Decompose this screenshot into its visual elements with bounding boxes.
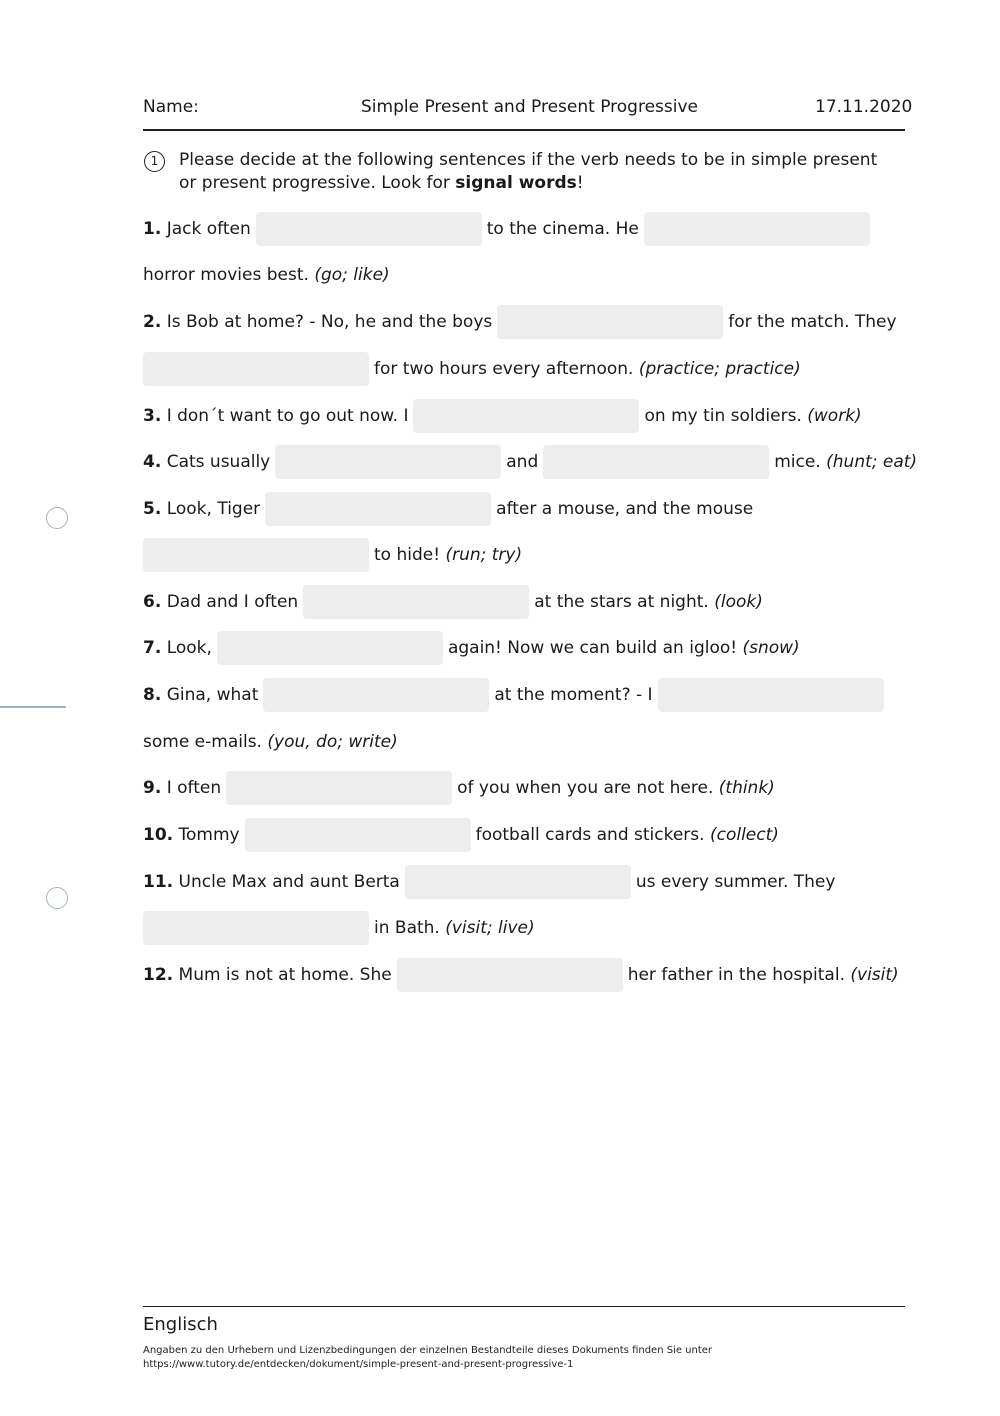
item-text: mice. xyxy=(774,452,821,472)
item-text: for two hours every afternoon. xyxy=(374,359,634,379)
answer-gap-2a[interactable] xyxy=(497,305,723,339)
answer-gap-8a[interactable] xyxy=(263,678,489,712)
item-number: 3. xyxy=(143,406,162,426)
exercise-3 xyxy=(143,398,862,434)
item-text: Jack often xyxy=(161,219,251,239)
exercise-2-cont xyxy=(143,351,801,387)
exercise-12 xyxy=(143,957,899,993)
credits-link[interactable]: https://www.tutory.de/entdecken/dokument/simple-present-and-present-progressive-1 xyxy=(143,1359,574,1370)
header-divider xyxy=(143,129,905,131)
footer-divider xyxy=(143,1306,905,1307)
item-text: after a mouse, and the mouse xyxy=(496,499,754,519)
exercise-4 xyxy=(143,444,917,480)
subject-label: Englisch xyxy=(143,1314,218,1335)
item-number: 6. xyxy=(143,592,162,612)
item-text: football cards and stickers. xyxy=(475,825,705,845)
exercise-8-cont xyxy=(143,724,398,760)
item-text: I often xyxy=(161,778,222,798)
credits-line-1: Angaben zu den Urhebern und Lizenzbedingungen der einzelnen Bestandteile dieses Dokuments finden Sie unter xyxy=(143,1345,713,1356)
item-number: 4. xyxy=(143,452,162,472)
verb-hint: (look) xyxy=(714,592,763,612)
item-number: 8. xyxy=(143,685,162,705)
item-number: 5. xyxy=(143,499,162,519)
item-text: Look, Tiger xyxy=(161,499,261,519)
answer-gap-4b[interactable] xyxy=(543,445,769,479)
answer-gap-5a[interactable] xyxy=(265,492,491,526)
item-text: Gina, what xyxy=(161,685,259,705)
verb-hint: (visit; live) xyxy=(445,918,535,938)
item-text: and xyxy=(506,452,539,472)
item-text: Tommy xyxy=(173,825,240,845)
item-text: Look, xyxy=(161,638,212,658)
item-text: for the match. They xyxy=(728,312,897,332)
item-number: 12. xyxy=(143,965,174,985)
exercise-11 xyxy=(143,864,835,900)
item-text: her father in the hospital. xyxy=(627,965,845,985)
answer-gap-1b[interactable] xyxy=(644,212,870,246)
exercise-7 xyxy=(143,630,800,666)
answer-gap-4a[interactable] xyxy=(275,445,501,479)
answer-gap-8b[interactable] xyxy=(658,678,884,712)
item-number: 1. xyxy=(143,219,162,239)
name-label: Name: xyxy=(143,97,199,117)
instruction-bold: signal words xyxy=(455,173,577,193)
item-text: at the stars at night. xyxy=(534,592,709,612)
item-text: horror movies best. xyxy=(143,265,309,285)
verb-hint: (you, do; write) xyxy=(267,732,398,752)
verb-hint: (go; like) xyxy=(314,265,390,285)
answer-gap-6[interactable] xyxy=(303,585,529,619)
answer-gap-5b[interactable] xyxy=(143,538,369,572)
exercise-5-cont xyxy=(143,537,522,573)
exercise-6 xyxy=(143,584,763,620)
item-text: us every summer. They xyxy=(635,872,836,892)
verb-hint: (hunt; eat) xyxy=(826,452,918,472)
answer-gap-12[interactable] xyxy=(397,958,623,992)
instruction-text: Please decide at the following sentences if the verb needs to be in simple present or present progressive. Look for xyxy=(179,150,878,193)
answer-gap-9[interactable] xyxy=(226,771,452,805)
exercise-2 xyxy=(143,304,897,340)
item-text: Is Bob at home? - No, he and the boys xyxy=(161,312,493,332)
item-text: Uncle Max and aunt Berta xyxy=(173,872,400,892)
exercise-1 xyxy=(143,211,875,247)
item-text: I don´t want to go out now. I xyxy=(161,406,409,426)
item-number: 9. xyxy=(143,778,162,798)
verb-hint: (collect) xyxy=(709,825,779,845)
answer-gap-2b[interactable] xyxy=(143,352,369,386)
answer-gap-11b[interactable] xyxy=(143,911,369,945)
instruction-end: ! xyxy=(576,173,584,193)
exercise-8 xyxy=(143,677,889,713)
verb-hint: (visit) xyxy=(850,965,899,985)
verb-hint: (think) xyxy=(718,778,775,798)
verb-hint: (run; try) xyxy=(445,545,523,565)
item-text: again! Now we can build an igloo! xyxy=(447,638,738,658)
worksheet-title: Simple Present and Present Progressive xyxy=(361,97,699,117)
item-text: on my tin soldiers. xyxy=(644,406,802,426)
item-text: to the cinema. He xyxy=(486,219,639,239)
item-number: 10. xyxy=(143,825,174,845)
exercise-1-cont xyxy=(143,257,390,293)
item-text: Dad and I often xyxy=(161,592,299,612)
exercise-10 xyxy=(143,817,779,853)
answer-gap-11a[interactable] xyxy=(405,865,631,899)
task-number-badge: 1 xyxy=(144,151,165,172)
answer-gap-1a[interactable] xyxy=(256,212,482,246)
credits-text xyxy=(143,1344,712,1372)
verb-hint: (snow) xyxy=(742,638,800,658)
punch-hole-bottom-icon xyxy=(46,887,68,909)
item-text: Cats usually xyxy=(161,452,271,472)
item-text: Mum is not at home. She xyxy=(173,965,392,985)
fold-mark xyxy=(0,706,66,708)
answer-gap-10[interactable] xyxy=(245,818,471,852)
task-instruction xyxy=(179,149,899,195)
worksheet-date: 17.11.2020 xyxy=(815,97,913,117)
punch-hole-top-icon xyxy=(46,507,68,529)
exercise-11-cont xyxy=(143,910,535,946)
item-text: to hide! xyxy=(374,545,441,565)
item-number: 11. xyxy=(143,872,174,892)
answer-gap-7[interactable] xyxy=(217,631,443,665)
item-number: 7. xyxy=(143,638,162,658)
exercise-5 xyxy=(143,491,753,527)
item-number: 2. xyxy=(143,312,162,332)
answer-gap-3[interactable] xyxy=(413,399,639,433)
item-text: some e-mails. xyxy=(143,732,262,752)
item-text: of you when you are not here. xyxy=(457,778,714,798)
item-text: at the moment? - I xyxy=(494,685,653,705)
verb-hint: (practice; practice) xyxy=(638,359,801,379)
verb-hint: (work) xyxy=(807,406,862,426)
item-text: in Bath. xyxy=(374,918,440,938)
exercise-9 xyxy=(143,770,775,806)
